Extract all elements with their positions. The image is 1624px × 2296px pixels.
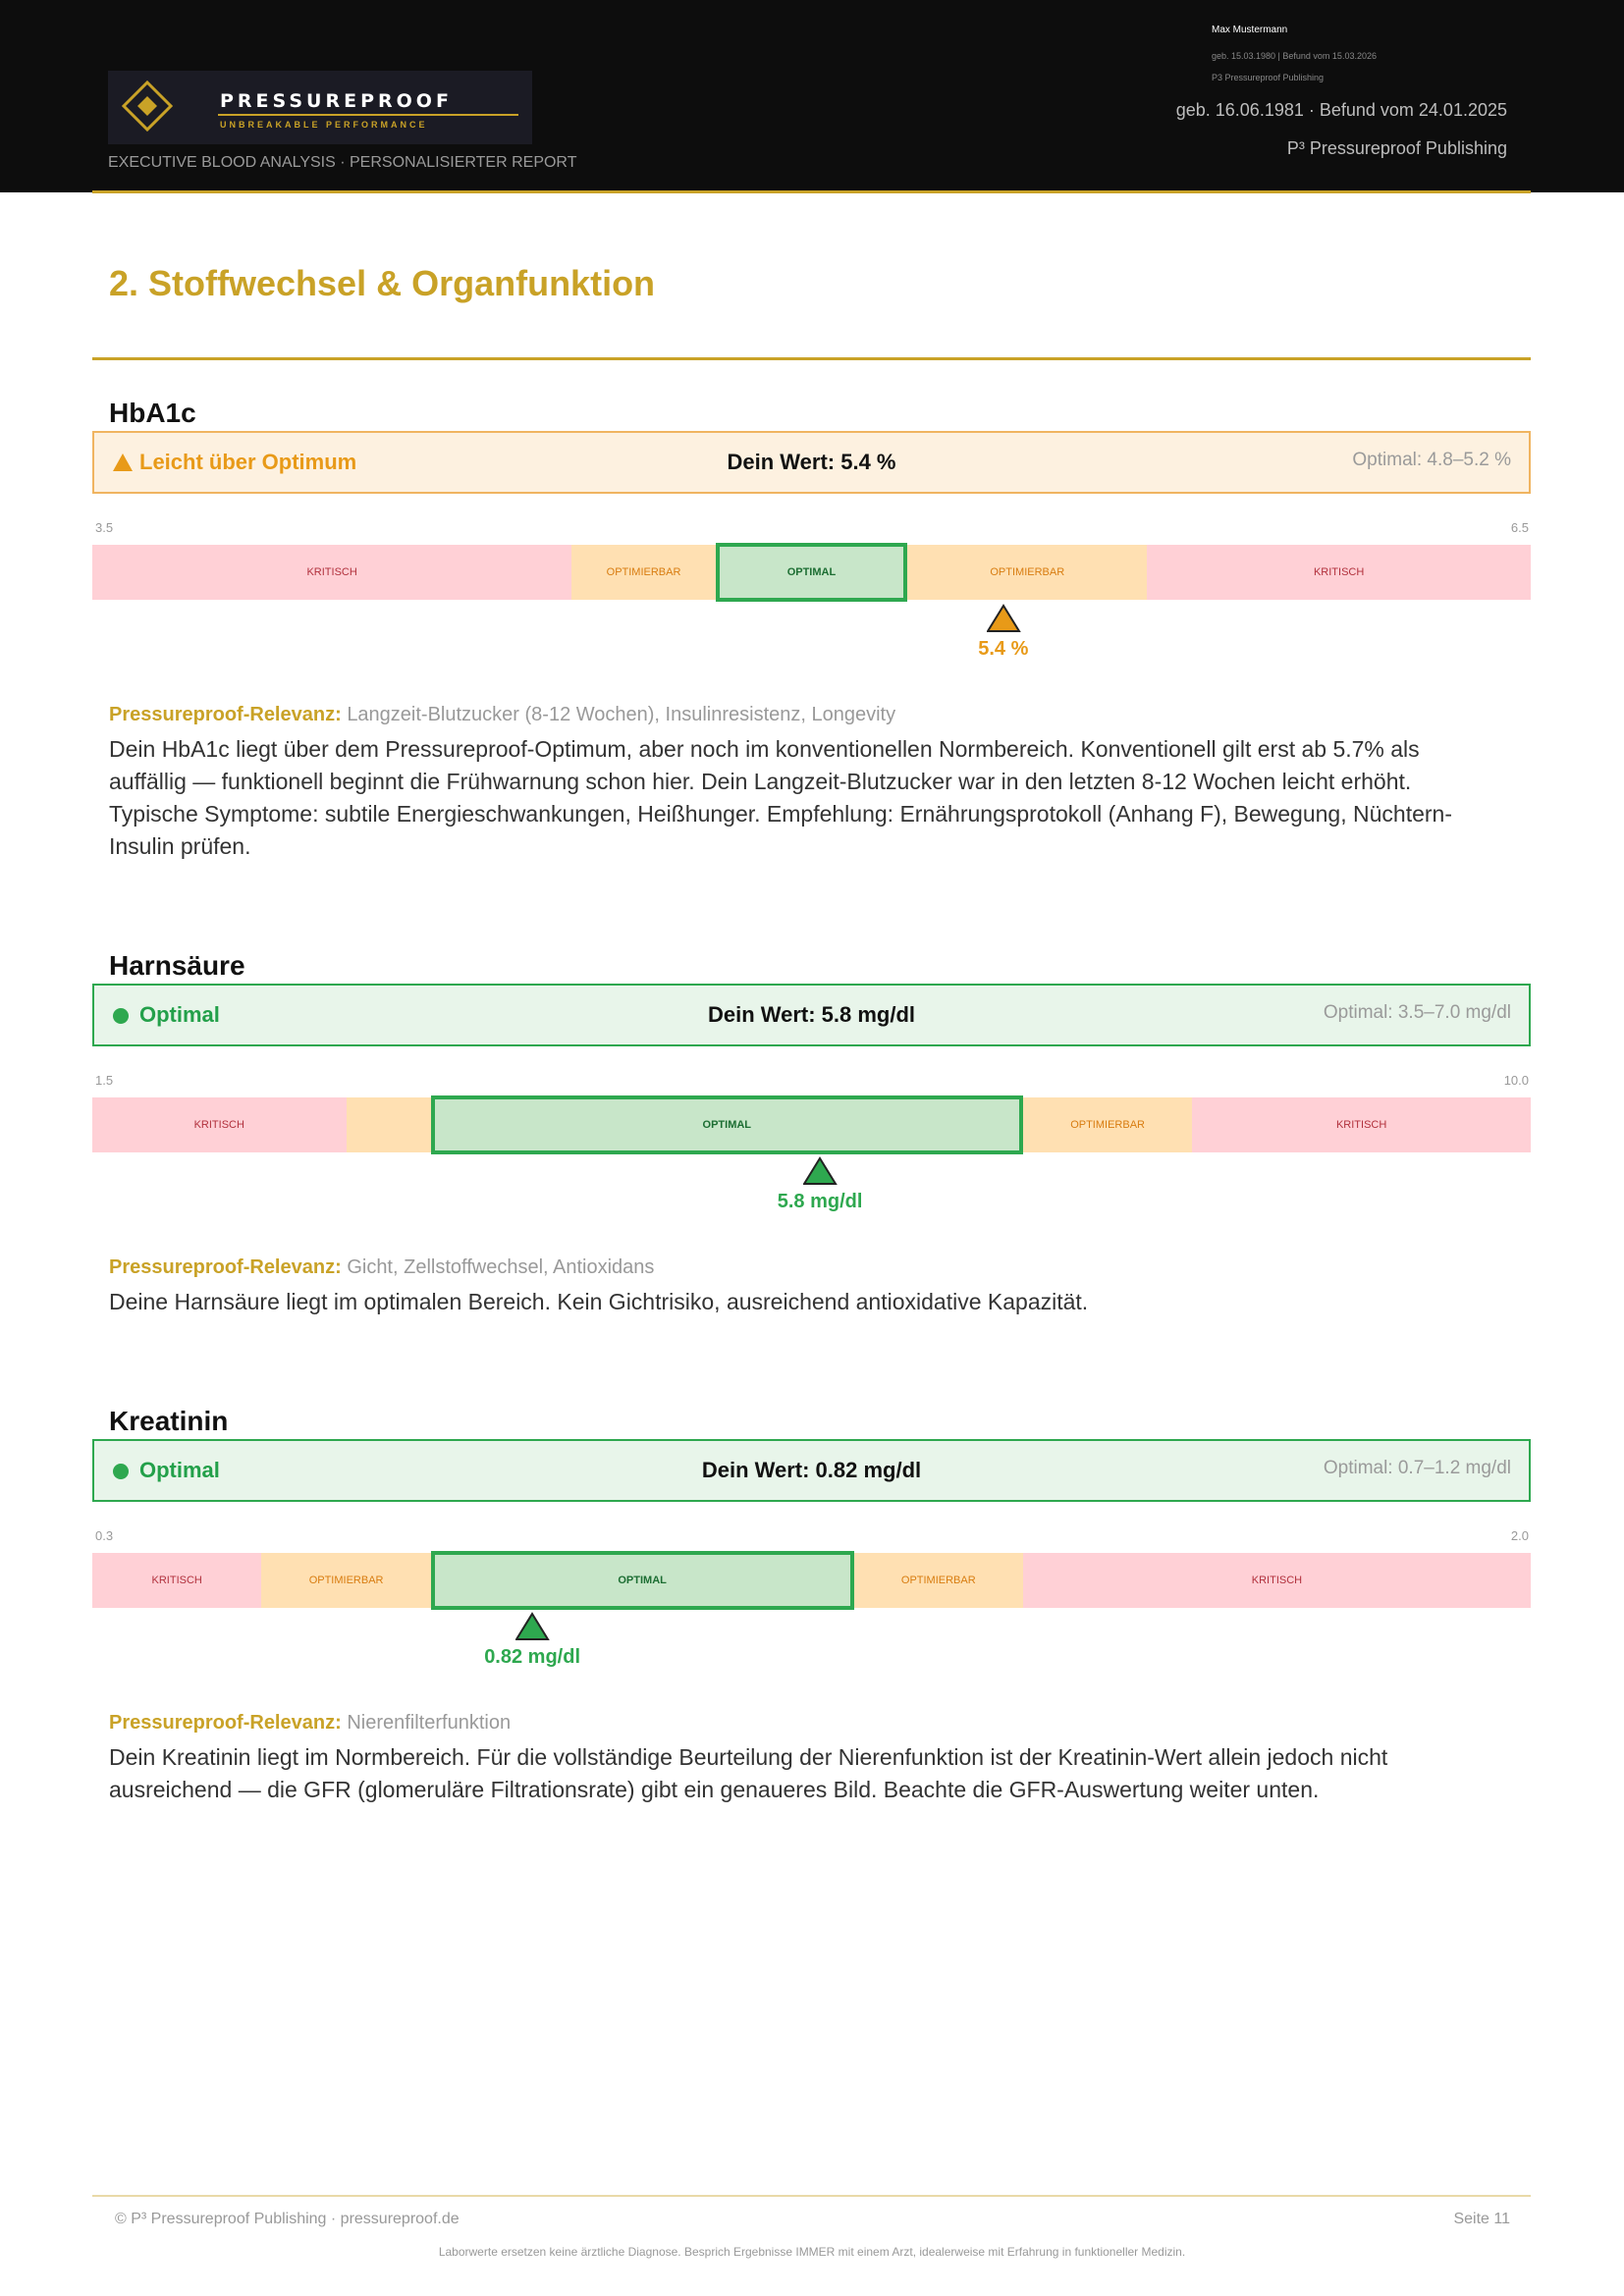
relevance-text: Nierenfilterfunktion — [347, 1712, 512, 1734]
value-pointer-icon — [987, 604, 1026, 635]
relevance-line — [109, 704, 895, 726]
marker-title: Kreatinin — [109, 1406, 229, 1436]
status-box — [92, 431, 1531, 494]
marker-title: Harnsäure — [109, 950, 245, 981]
scale-max: 2.0 — [1510, 1528, 1529, 1543]
relevance-line — [109, 1256, 654, 1279]
footer-divider — [92, 2195, 1531, 2197]
range-segment-krit: KRITISCH — [1023, 1553, 1531, 1608]
range-segment-opt: OPTIMAL — [716, 543, 907, 602]
range-segment-optb: OPTIMIERBAR — [907, 545, 1147, 600]
pointer-value: 5.8 mg/dl — [777, 1191, 863, 1212]
range-segment-opt: OPTIMAL — [431, 1551, 854, 1610]
optimal-range-text: Optimal: 4.8–5.2 % — [1352, 450, 1511, 470]
scale-min: 0.3 — [95, 1528, 114, 1543]
scale-max: 10.0 — [1503, 1073, 1529, 1088]
pointer-value: 5.4 % — [978, 638, 1029, 660]
status-box — [92, 1439, 1531, 1502]
optimal-range-text: Optimal: 0.7–1.2 mg/dl — [1323, 1458, 1511, 1478]
value-text: Dein Wert: 5.4 % — [727, 450, 896, 474]
publisher-mini: P3 Pressureproof Publishing — [1212, 73, 1325, 82]
relevance-text: Gicht, Zellstoffwechsel, Antioxidans — [347, 1256, 655, 1278]
header-divider — [92, 190, 1531, 193]
brand-rule — [218, 114, 518, 116]
status-box — [92, 984, 1531, 1046]
patient-name: Max Mustermann — [1212, 25, 1288, 35]
scale-min: 3.5 — [95, 520, 114, 535]
brand-logo — [108, 71, 532, 144]
footer-copyright: © P³ Pressureproof Publishing · pressureproof.de — [115, 2211, 460, 2227]
page-number: Seite 11 — [1453, 2211, 1510, 2227]
range-segment-optb: OPTIMIERBAR — [1023, 1097, 1192, 1152]
range-segment-krit: KRITISCH — [1192, 1097, 1531, 1152]
section-divider — [92, 357, 1531, 360]
range-segment-optb — [347, 1097, 431, 1152]
status-label: Leicht über Optimum — [139, 450, 357, 474]
range-bar — [92, 1553, 1531, 1608]
brand-name: PRESSUREPROOF — [220, 90, 453, 112]
value-pointer-icon — [515, 1612, 555, 1643]
range-segment-krit: KRITISCH — [92, 1553, 261, 1608]
range-bar — [92, 545, 1531, 600]
range-segment-optb: OPTIMIERBAR — [854, 1553, 1023, 1608]
report-header — [0, 0, 1624, 192]
report-subtitle: EXECUTIVE BLOOD ANALYSIS · PERSONALISIERTER REPORT — [108, 154, 577, 171]
relevance-line — [109, 1712, 511, 1735]
range-bar — [92, 1097, 1531, 1152]
marker-description: Dein HbA1c liegt über dem Pressureproof-Optimum, aber noch im konventionellen Normbereich. Konventionell gilt erst ab 5.7% als auffällig — funktionell beginnt die Frühwarnung schon hier. Dein Langzeit-Blutzucker war in den letzten 8-12 Wochen leicht erhöht. Typische Symptome: subtile Energieschwankungen, Heißhunger. Empfehlung: Ernährungsprotokoll (Anhang F), Bewegung, Nüchtern-Insulin prüfen. — [109, 736, 1452, 859]
status-label: Optimal — [139, 1458, 220, 1482]
relevance-label: Pressureproof-Relevanz: — [109, 704, 342, 725]
section-title: 2. Stoffwechsel & Organfunktion — [109, 263, 656, 303]
range-segment-krit: KRITISCH — [92, 545, 571, 600]
value-text: Dein Wert: 0.82 mg/dl — [701, 1458, 922, 1482]
status-label: Optimal — [139, 1002, 220, 1027]
diamond-logo-icon — [122, 80, 173, 132]
patient-mini-info: geb. 15.03.1980 | Befund vom 15.03.2026 — [1212, 51, 1377, 61]
value-pointer-icon — [803, 1156, 842, 1188]
relevance-label: Pressureproof-Relevanz: — [109, 1712, 342, 1734]
relevance-label: Pressureproof-Relevanz: — [109, 1256, 342, 1278]
range-segment-krit: KRITISCH — [92, 1097, 347, 1152]
range-segment-optb: OPTIMIERBAR — [261, 1553, 430, 1608]
range-segment-opt: OPTIMAL — [431, 1095, 1023, 1154]
relevance-text: Langzeit-Blutzucker (8-12 Wochen), Insulinresistenz, Longevity — [347, 704, 896, 725]
value-text: Dein Wert: 5.8 mg/dl — [707, 1002, 916, 1027]
marker-title: HbA1c — [109, 398, 196, 428]
marker-description: Dein Kreatinin liegt im Normbereich. Für die vollständige Beurteilung der Nierenfunktion ist der Kreatinin-Wert allein jedoch nicht ausreichend — die GFR (glomeruläre Filtrationsrate) gibt ein genaueres Bild. Beachte die GFR-Auswertung weiter unten. — [109, 1744, 1388, 1802]
brand-tagline: UNBREAKABLE PERFORMANCE — [220, 120, 428, 130]
range-segment-krit: KRITISCH — [1147, 545, 1531, 600]
publisher-name: P³ Pressureproof Publishing — [1286, 138, 1507, 158]
birth-report-date: geb. 16.06.1981 · Befund vom 24.01.2025 — [1175, 100, 1507, 120]
pointer-value: 0.82 mg/dl — [484, 1646, 580, 1668]
scale-min: 1.5 — [95, 1073, 114, 1088]
marker-description: Deine Harnsäure liegt im optimalen Bereich. Kein Gichtrisiko, ausreichend antioxidative Kapazität. — [109, 1289, 1089, 1314]
scale-max: 6.5 — [1510, 520, 1529, 535]
optimal-range-text: Optimal: 3.5–7.0 mg/dl — [1323, 1002, 1511, 1023]
disclaimer: Laborwerte ersetzen keine ärztliche Diagnose. Besprich Ergebnisse IMMER mit einem Arzt, idealerweise mit Erfahrung in funktioneller Medizin. — [438, 2245, 1186, 2259]
range-segment-optb: OPTIMIERBAR — [571, 545, 716, 600]
